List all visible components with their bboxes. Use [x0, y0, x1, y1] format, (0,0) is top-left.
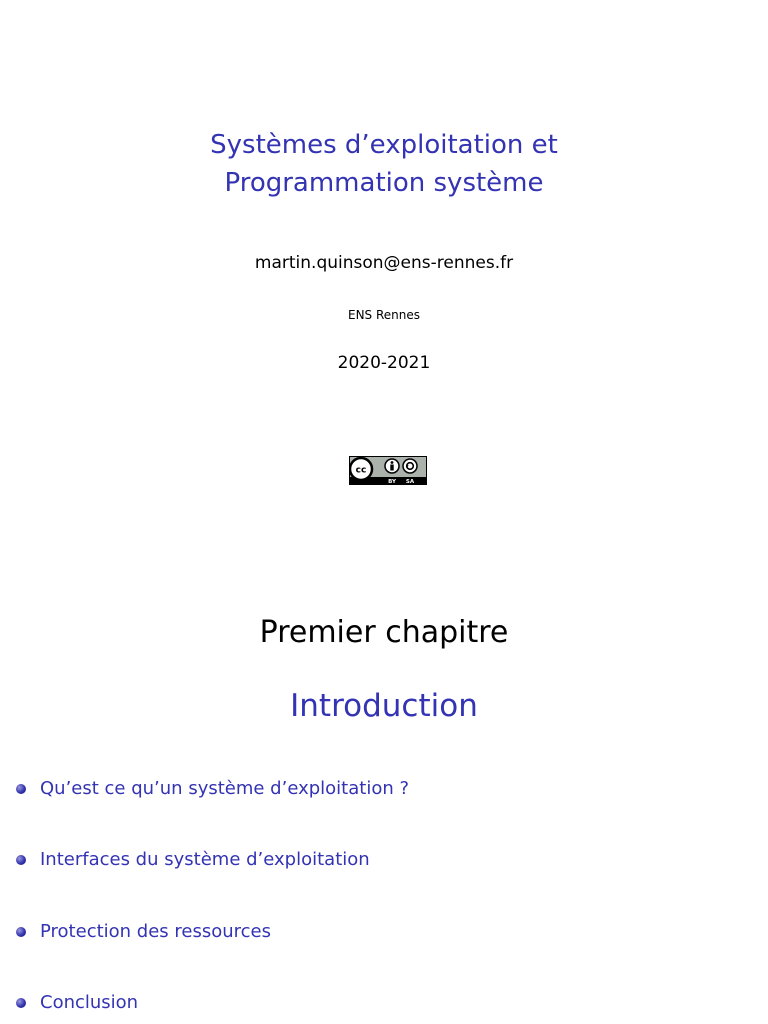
toc-item[interactable]	[16, 988, 138, 1018]
chapter-heading: Premier chapitre	[259, 615, 509, 650]
bullet-icon	[16, 927, 26, 937]
license-label-sa: SA	[405, 479, 415, 485]
toc-link[interactable]: Conclusion	[40, 992, 139, 1013]
toc-link[interactable]: Qu’est ce qu’un système d’exploitation ?	[40, 778, 410, 799]
title-line-2: Programmation système	[224, 168, 544, 198]
date: 2020-2021	[337, 353, 431, 373]
toc-item[interactable]	[16, 917, 271, 947]
svg-text:cc: cc	[355, 465, 367, 476]
bullet-icon	[16, 998, 26, 1008]
institute: ENS Rennes	[347, 308, 421, 322]
bullet-icon	[16, 855, 26, 865]
toc-item[interactable]	[16, 774, 409, 804]
toc-link[interactable]: Interfaces du système d’exploitation	[40, 849, 370, 870]
cc-by-sa-icon	[349, 456, 427, 485]
toc-item[interactable]	[16, 845, 370, 875]
section-title: Introduction	[290, 688, 478, 724]
title-line-1: Systèmes d’exploitation et	[210, 130, 558, 160]
presentation-title	[0, 126, 768, 202]
bullet-icon	[16, 784, 26, 794]
author-email: martin.quinson@ens-rennes.fr	[254, 253, 514, 273]
toc-link[interactable]: Protection des ressources	[40, 921, 271, 942]
license-label-by: BY	[388, 479, 396, 485]
